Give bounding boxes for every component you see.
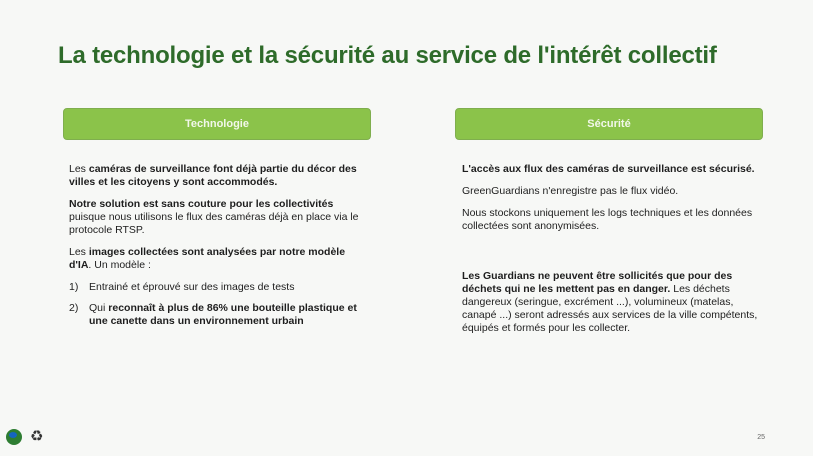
tech-paragraph-2: [69, 198, 369, 237]
list-text: [89, 281, 294, 294]
securite-column: [462, 163, 760, 344]
list-item: [69, 281, 369, 294]
list-item: [69, 302, 369, 328]
tech-paragraph-1: [69, 163, 369, 189]
recycle-icon: ♻: [30, 428, 44, 445]
text-run: . Un modèle :: [88, 259, 151, 271]
text-bold: reconnaît à plus de 86% une bouteille plastique et une canette dans un environnement urbain: [89, 302, 357, 327]
text-bold: Les Guardians ne peuvent être sollicités que pour des déchets qui ne les mettent pas en danger.: [462, 270, 733, 295]
text-run: Qui: [89, 302, 109, 314]
sec-paragraph-2: GreenGuardians n'enregistre pas le flux vidéo.: [462, 185, 679, 197]
page-number: 25: [757, 434, 765, 441]
text-run: Les déchets dangereux (seringue, excrément ...), volumineux (matelas, canapé ...) seront adressés aux services de la ville compétents, équipés et formés pour les collecter.: [462, 283, 758, 334]
text-run: Entrainé et éprouvé sur des images de tests: [89, 281, 295, 293]
technologie-header: [63, 108, 371, 140]
technologie-header-label: Technologie: [185, 118, 249, 130]
list-text: [89, 302, 369, 328]
sec-paragraph-4: [462, 270, 760, 335]
technologie-column: [69, 163, 369, 336]
securite-header: [455, 108, 763, 140]
text-run: Les: [69, 246, 89, 258]
text-bold: caméras de surveillance font déjà partie du décor des villes et les citoyens y sont accommodés.: [69, 163, 357, 188]
list-number: 1): [69, 281, 79, 293]
globe-icon: [6, 429, 22, 445]
footer-logos: [6, 429, 43, 445]
securite-header-label: Sécurité: [587, 118, 631, 130]
tech-paragraph-3: [69, 246, 369, 272]
text-bold: L'accès aux flux des caméras de surveillance est sécurisé.: [462, 163, 755, 175]
sec-paragraph-3: Nous stockons uniquement les logs techniques et les données collectées sont anonymisées.: [462, 207, 753, 232]
text-run: puisque nous utilisons le flux des caméras déjà en place via le protocole RTSP.: [69, 211, 359, 236]
sec-paragraph-1: [462, 163, 760, 176]
text-bold: Notre solution est sans couture pour les collectivités: [69, 198, 334, 210]
slide-title: La technologie et la sécurité au service de l'intérêt collectif: [58, 42, 717, 69]
spacer: [462, 242, 760, 270]
text-bold: images collectées sont analysées par notre modèle d'IA: [69, 246, 346, 271]
text-run: Les: [69, 163, 89, 175]
list-number: 2): [69, 302, 79, 314]
